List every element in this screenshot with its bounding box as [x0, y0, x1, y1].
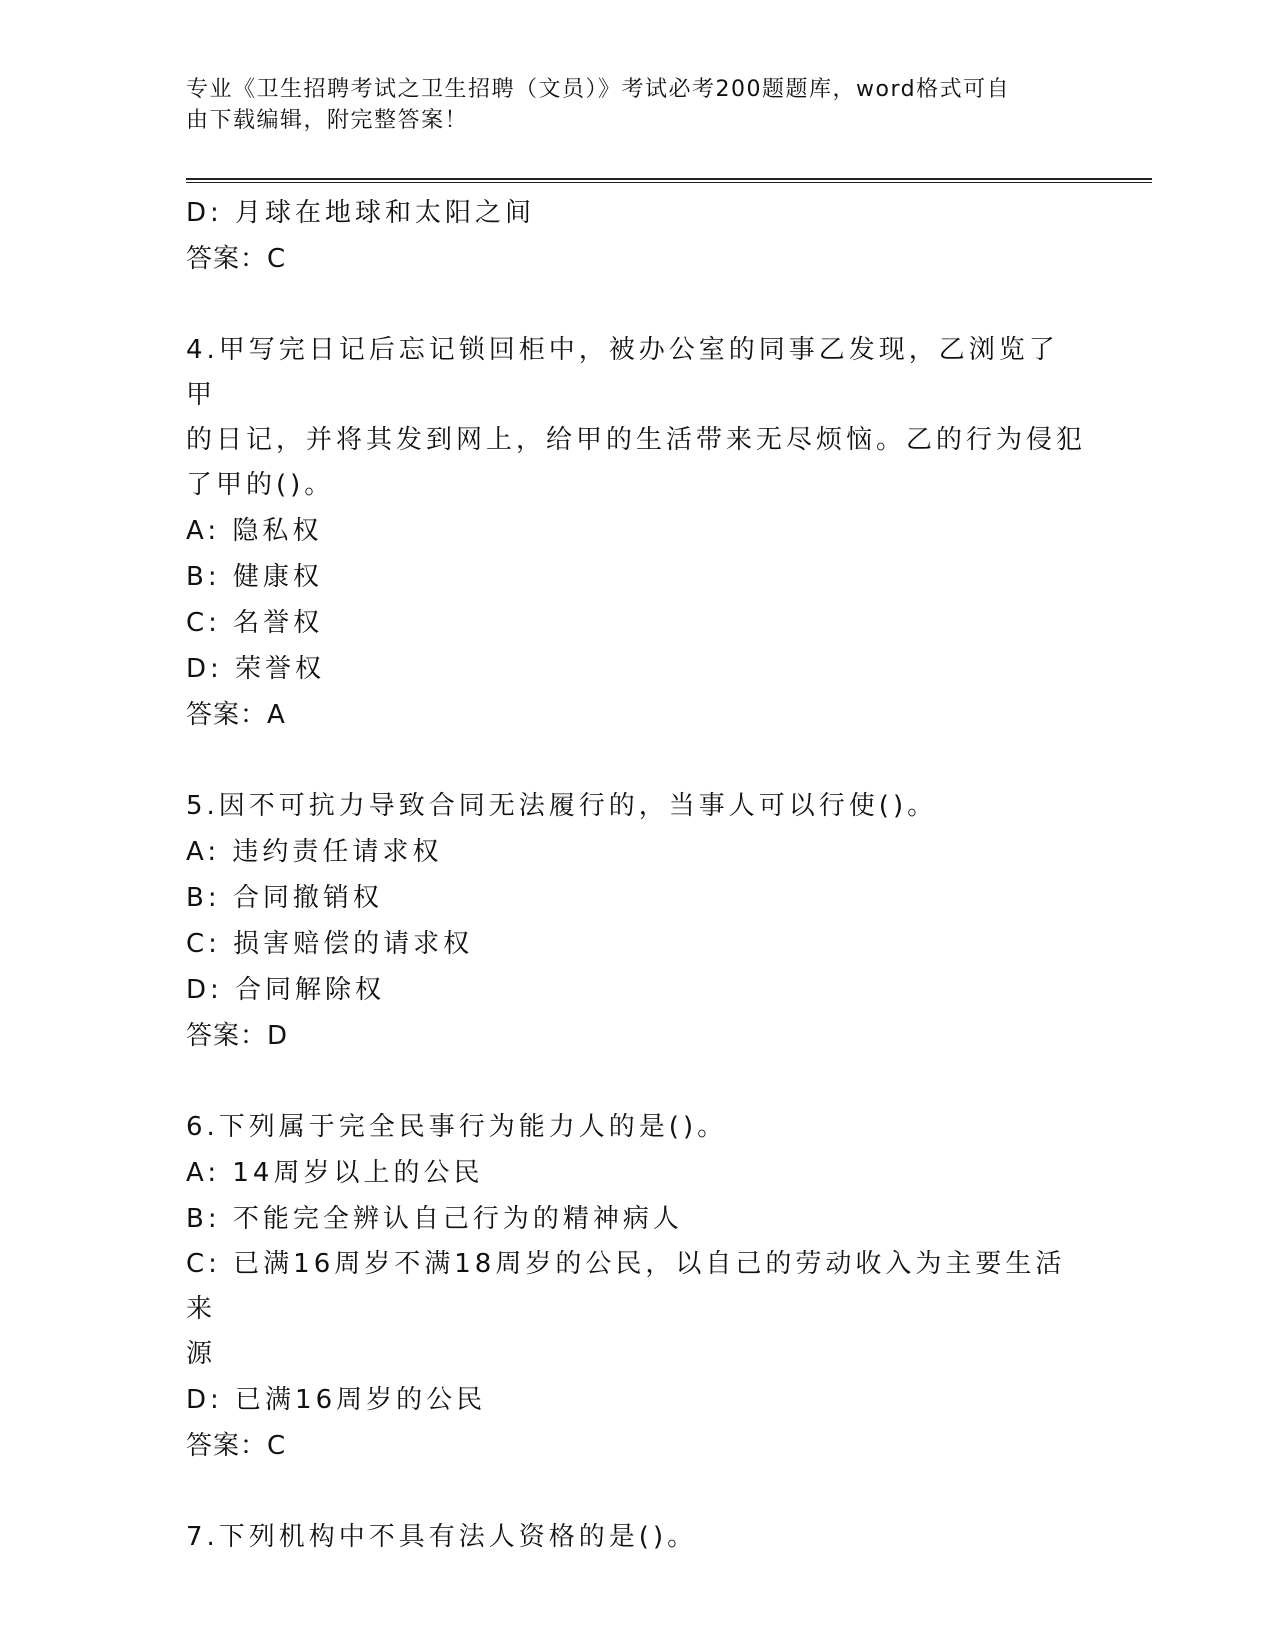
- previous-question-option-d: D: 月球在地球和太阳之间: [186, 198, 536, 228]
- question-4-stem: 4.甲写完日记后忘记锁回柜中，被办公室的同事乙发现，乙浏览了甲 的日记，并将其发到网上，给甲的生活带来无尽烦恼。乙的行为侵犯 了甲的()。: [186, 335, 1087, 500]
- question-4-answer: 答案：A: [186, 700, 286, 730]
- question-spacing: [186, 738, 1086, 784]
- question-7: [186, 1515, 1086, 1560]
- question-content: [186, 190, 1086, 1560]
- question-4: [186, 328, 1086, 738]
- document-header: 专业《卫生招聘考试之卫生招聘（文员）》考试必考200题题库，word格式可自 由下载编辑，附完整答案！: [186, 77, 1011, 133]
- question-4-option-a: A: 隐私权: [186, 516, 323, 546]
- header-divider-thin: [186, 182, 1152, 183]
- question-spacing: [186, 1059, 1086, 1105]
- question-5-stem: 5.因不可抗力导致合同无法履行的，当事人可以行使()。: [186, 791, 938, 821]
- question-5-option-b: B: 合同撤销权: [186, 883, 383, 913]
- question-6-option-d: D: 已满16周岁的公民: [186, 1385, 487, 1415]
- question-6-option-a: A: 14周岁以上的公民: [186, 1158, 484, 1188]
- question-4-option-d: D: 荣誉权: [186, 654, 326, 684]
- question-4-option-c: C: 名誉权: [186, 608, 324, 638]
- question-7-stem: 7.下列机构中不具有法人资格的是()。: [186, 1522, 698, 1552]
- question-5-answer: 答案：D: [186, 1021, 289, 1051]
- question-6-option-b: B: 不能完全辨认自己行为的精神病人: [186, 1204, 683, 1234]
- question-6-stem: 6.下列属于完全民事行为能力人的是()。: [186, 1112, 728, 1142]
- question-5-option-a: A: 违约责任请求权: [186, 837, 443, 867]
- question-spacing: [186, 282, 1086, 328]
- question-spacing: [186, 1469, 1086, 1515]
- question-5: [186, 784, 1086, 1059]
- previous-question-answer: 答案：C: [186, 244, 287, 274]
- question-5-option-d: D: 合同解除权: [186, 975, 386, 1005]
- header-divider-thick: [186, 178, 1152, 180]
- question-4-option-b: B: 健康权: [186, 562, 323, 592]
- question-6-answer: 答案：C: [186, 1431, 287, 1461]
- question-6: [186, 1105, 1086, 1469]
- question-6-option-c: C: 已满16周岁不满18周岁的公民，以自己的劳动收入为主要生活来 源: [186, 1249, 1066, 1369]
- question-5-option-c: C: 损害赔偿的请求权: [186, 929, 474, 959]
